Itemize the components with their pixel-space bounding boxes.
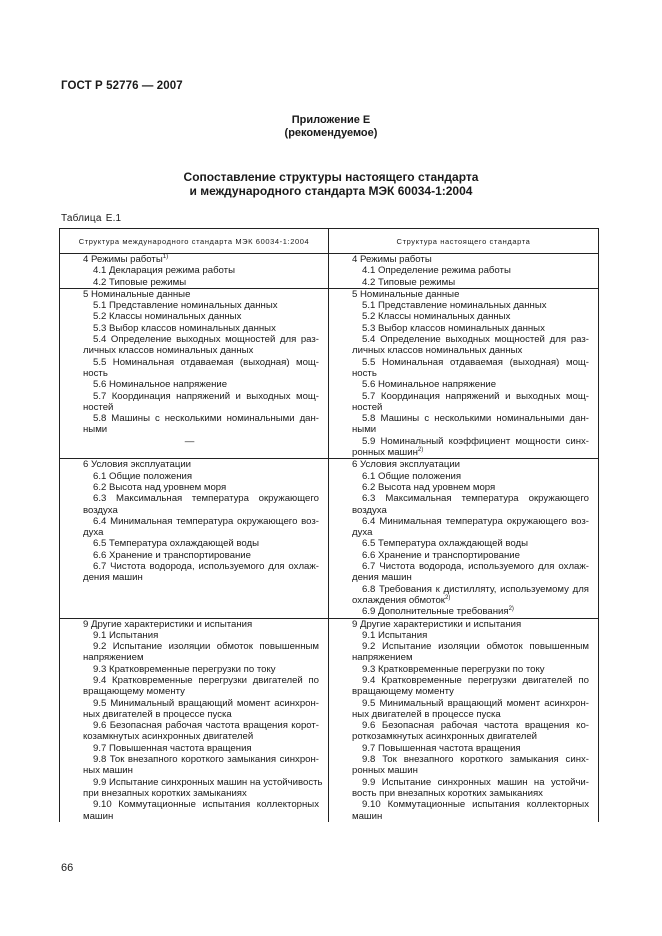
structure-line	[60, 493, 319, 504]
structure-line	[329, 447, 589, 458]
structure-line-text: 9.9 Испытание синхронных машин на устойчивость	[93, 776, 323, 788]
structure-line-text: 5.4 Определение выходных мощностей для раз-	[93, 334, 319, 346]
structure-line	[60, 471, 319, 482]
structure-line-text: 6.9 Дополнительные требования	[362, 606, 509, 618]
structure-line-text: ность	[352, 367, 377, 379]
structure-line-text: 5.2 Классы номинальных данных	[93, 311, 242, 323]
structure-line	[60, 776, 323, 788]
structure-line-text: воздуха	[83, 504, 118, 516]
structure-line-text: 6.6 Хранение и транспортирование	[362, 549, 520, 561]
structure-line	[329, 424, 589, 435]
structure-line	[329, 765, 589, 776]
structure-line-text: 9.6 Безопасная рабочая частота вращения корот-	[93, 720, 319, 732]
structure-line	[60, 630, 319, 641]
structure-line	[60, 345, 319, 356]
structure-line-text: дения машин	[352, 572, 412, 584]
structure-line	[329, 686, 589, 697]
column-header-international: Структура международного стандарта МЭК 60034-1:2004	[60, 229, 329, 254]
structure-line-text: личных классов номинальных данных	[352, 345, 523, 357]
structure-line	[329, 527, 589, 538]
structure-line	[329, 652, 589, 663]
structure-line-text: 9.10 Коммутационные испытания коллекторных	[362, 799, 589, 811]
structure-line	[60, 799, 319, 810]
structure-line-text: вость при внезапных коротких замыканиях	[352, 787, 543, 799]
structure-line	[329, 505, 589, 516]
structure-line-text: духа	[352, 527, 373, 539]
structure-line-text: 9.6 Безопасная рабочая частота вращения ко-	[362, 720, 589, 732]
structure-line-text: ными	[83, 424, 108, 436]
structure-line-text: 5.5 Номинальная отдаваемая (выходная) мощ-	[93, 356, 319, 368]
structure-line-text: 6.8 Требования к дистилляту, используемому для	[362, 583, 589, 595]
structure-line-text: ных двигателей в процессе пуска	[352, 708, 501, 720]
structure-line	[329, 482, 589, 493]
structure-line-text: 9.4 Кратковременные перегрузки двигателей по	[362, 674, 589, 686]
structure-line-text: 5 Номинальные данные	[352, 288, 460, 300]
structure-line-text: 4 Режимы работы	[83, 254, 163, 265]
table-label-number: Е.1	[105, 213, 122, 224]
structure-line-text: 6 Условия эксплуатации	[83, 459, 192, 471]
structure-line-text: 9.2 Испытание изоляции обмоток повышенным	[93, 641, 319, 653]
structure-line-text: 9.7 Повышенная частота вращения	[362, 742, 521, 754]
structure-line-text: ность	[83, 367, 108, 379]
table-row	[60, 459, 599, 618]
structure-line	[329, 584, 589, 595]
structure-line-text: 6.3 Максимальная температура окружающего	[362, 493, 589, 505]
structure-line-text: ными	[352, 424, 377, 436]
table-label	[61, 213, 121, 224]
structure-line	[329, 379, 589, 390]
structure-line	[60, 334, 319, 345]
structure-line-text: дения машин	[83, 572, 143, 584]
structure-line-text: 6.5 Температура охлаждающей воды	[362, 538, 529, 550]
structure-line-text: 5.6 Номинальное напряжение	[362, 379, 497, 391]
appendix-title: Приложение Е	[291, 114, 371, 126]
structure-line	[60, 277, 319, 288]
structure-line	[60, 709, 319, 720]
structure-line	[60, 743, 319, 754]
structure-line	[329, 391, 589, 402]
structure-line	[60, 527, 319, 538]
structure-line-text: роткозамкнутых асинхронных двигателей	[352, 731, 538, 743]
structure-line-text: 5.7 Координация напряжений и выходных мощ-	[93, 390, 319, 402]
structure-line	[60, 482, 319, 493]
structure-line-text: 9.1 Испытания	[362, 629, 428, 641]
structure-line	[329, 277, 589, 288]
table-row	[60, 254, 599, 289]
structure-line-text: 9.2 Испытание изоляции обмоток повышенным	[362, 641, 589, 653]
structure-line-text: 9.5 Минимальный вращающий момент асинхрон-	[93, 697, 319, 709]
structure-line-text: 5.8 Машины с несколькими номинальными дан-	[362, 413, 589, 425]
table-row	[60, 288, 599, 458]
structure-line	[329, 493, 589, 504]
structure-line-text: 6.1 Общие положения	[362, 470, 462, 482]
page-number: 66	[61, 862, 74, 874]
structure-line	[329, 572, 589, 583]
document-code: ГОСТ Р 52776 — 2007	[61, 80, 183, 92]
structure-line	[60, 391, 319, 402]
structure-line	[329, 731, 589, 742]
structure-line	[60, 413, 319, 424]
footnote-mark: 1)	[162, 253, 169, 260]
structure-line-text: ных двигателей в процессе пуска	[83, 708, 232, 720]
structure-line-text: 9.1 Испытания	[93, 629, 159, 641]
footnote-mark: 2)	[417, 446, 424, 453]
structure-line-text: охлаждения обмоток	[352, 594, 445, 606]
structure-line	[329, 538, 589, 549]
structure-line-text: ностей	[83, 401, 114, 413]
structure-line-text: 4.2 Типовые режимы	[93, 276, 187, 288]
structure-line	[329, 323, 589, 334]
structure-line-text: вращающему моменту	[352, 686, 454, 698]
structure-line	[329, 402, 589, 413]
structure-line	[60, 311, 319, 322]
column-header-national: Структура настоящего стандарта	[329, 229, 599, 254]
structure-line-text: 6.5 Температура охлаждающей воды	[93, 538, 260, 550]
structure-line-text: личных классов номинальных данных	[83, 345, 254, 357]
structure-line	[329, 709, 589, 720]
structure-line-text: 6.7 Чистота водорода, используемого для охлаж-	[93, 561, 319, 573]
structure-line-text: 6.6 Хранение и транспортирование	[93, 549, 251, 561]
structure-line	[329, 641, 589, 652]
heading-line-1: Сопоставление структуры настоящего стандарта	[183, 170, 479, 184]
structure-line	[329, 345, 589, 356]
structure-line-text: ных машин	[83, 765, 133, 777]
table-body	[60, 254, 599, 822]
structure-line	[329, 606, 589, 617]
structure-line	[329, 265, 589, 276]
structure-line	[60, 765, 319, 776]
structure-line-text: 6.2 Высота над уровнем моря	[93, 481, 227, 493]
structure-line	[329, 799, 589, 810]
structure-line-text: духа	[83, 527, 104, 539]
structure-line-text: 5.5 Номинальная отдаваемая (выходная) мощ-	[362, 356, 589, 368]
structure-line	[60, 698, 319, 709]
footnote-mark: 2)	[508, 606, 514, 613]
cell-international	[60, 254, 329, 289]
structure-line-text: 9.8 Ток внезапного короткого замыкания синхрон-	[93, 754, 319, 766]
structure-line	[60, 424, 319, 435]
comparison-table	[59, 228, 599, 822]
structure-line-text: 4.2 Типовые режимы	[362, 276, 456, 288]
structure-line-text: при внезапных коротких замыканиях	[83, 787, 247, 799]
structure-line	[60, 516, 319, 527]
structure-line	[329, 334, 589, 345]
structure-line	[329, 743, 589, 754]
structure-line	[329, 254, 589, 265]
structure-line-text: 5.1 Представление номинальных данных	[93, 300, 278, 312]
structure-line	[329, 311, 589, 322]
table-header-row	[60, 229, 599, 254]
structure-line-text: 6.1 Общие положения	[93, 470, 193, 482]
structure-line-text: 6.7 Чистота водорода, используемого для охлаж-	[362, 561, 589, 573]
structure-line-text: вращающему моменту	[83, 686, 185, 698]
cell-international	[60, 288, 329, 458]
cell-international	[60, 618, 329, 822]
structure-line-text: 4 Режимы работы	[352, 254, 432, 265]
structure-line-text: 5.3 Выбор классов номинальных данных	[93, 322, 276, 334]
structure-line	[60, 619, 319, 630]
cell-international	[60, 459, 329, 618]
structure-line-text: ронных машин	[352, 765, 418, 777]
structure-line	[329, 357, 589, 368]
structure-line	[329, 777, 589, 788]
structure-line	[329, 471, 589, 482]
structure-line	[60, 357, 319, 368]
structure-line	[329, 788, 589, 799]
cell-national	[329, 288, 599, 458]
structure-line	[60, 379, 319, 390]
structure-line	[60, 788, 319, 799]
structure-line-text: 6 Условия эксплуатации	[352, 459, 461, 471]
structure-line	[329, 698, 589, 709]
structure-line-text: козамкнутых асинхронных двигателей	[83, 731, 254, 743]
structure-line-text: 9.5 Минимальный вращающий момент асинхрон-	[362, 697, 589, 709]
structure-line	[329, 720, 589, 731]
structure-line	[329, 675, 589, 686]
structure-line-text: машин	[352, 810, 383, 822]
structure-line-text: 5 Номинальные данные	[83, 288, 191, 300]
cell-national	[329, 618, 599, 822]
structure-line-text: 9.10 Коммутационные испытания коллекторных	[93, 799, 319, 811]
structure-line	[60, 731, 319, 742]
structure-line-text: воздуха	[352, 504, 387, 516]
structure-line	[329, 811, 589, 822]
structure-line	[329, 459, 589, 470]
structure-line-text: 9 Другие характеристики и испытания	[83, 618, 253, 630]
structure-line	[329, 754, 589, 765]
structure-line	[329, 561, 589, 572]
structure-line-text: 4.1 Определение режима работы	[362, 265, 511, 277]
structure-line	[60, 675, 319, 686]
structure-line-text: 9.3 Кратковременные перегрузки по току	[93, 663, 276, 675]
structure-line	[60, 686, 319, 697]
structure-line	[60, 538, 319, 549]
structure-line	[329, 300, 589, 311]
structure-line	[60, 572, 319, 583]
structure-line-text: 9.9 Испытание синхронных машин на устойчи-	[362, 776, 589, 788]
structure-line-text: напряжением	[83, 652, 144, 664]
structure-line-text: 6.2 Высота над уровнем моря	[362, 481, 496, 493]
structure-line	[329, 413, 589, 424]
table-label-word: Таблица	[61, 213, 102, 224]
structure-line	[60, 254, 319, 265]
structure-line-text: 9 Другие характеристики и испытания	[352, 618, 522, 630]
structure-line-text: 6.3 Максимальная температура окружающего	[93, 493, 319, 505]
structure-line	[60, 402, 319, 413]
structure-line-text: 6.4 Минимальная температура окружающего воз-	[362, 515, 589, 527]
structure-line	[329, 289, 589, 300]
structure-line-text: ронных машин	[352, 447, 418, 459]
appendix-note: (рекомендуемое)	[284, 127, 378, 139]
structure-line-text: 4.1 Декларация режима работы	[93, 265, 235, 277]
structure-line	[60, 368, 319, 379]
structure-line	[60, 459, 319, 470]
structure-line	[329, 550, 589, 561]
structure-line	[60, 811, 319, 822]
structure-line	[60, 300, 319, 311]
structure-line	[329, 436, 589, 447]
cell-national	[329, 254, 599, 289]
structure-line	[329, 630, 589, 641]
heading-line-2: и международного стандарта МЭК 60034-1:2004	[189, 184, 473, 198]
structure-line	[60, 323, 319, 334]
structure-line-text: 5.9 Номинальный коэффициент мощности синх-	[362, 435, 589, 447]
structure-line-text: 5.8 Машины с несколькими номинальными дан-	[93, 413, 319, 425]
structure-line-text: 5.4 Определение выходных мощностей для раз-	[362, 334, 589, 346]
structure-line	[329, 664, 589, 675]
structure-line-text: 5.6 Номинальное напряжение	[93, 379, 228, 391]
structure-line-text: 5.3 Выбор классов номинальных данных	[362, 322, 545, 334]
structure-line-text: 6.4 Минимальная температура окружающего воз-	[93, 515, 319, 527]
structure-line-text: машин	[83, 810, 114, 822]
structure-line-text: 5.2 Классы номинальных данных	[362, 311, 511, 323]
structure-line-text: 9.3 Кратковременные перегрузки по току	[362, 663, 545, 675]
structure-line	[60, 265, 319, 276]
structure-line	[60, 561, 319, 572]
structure-line-text: 9.4 Кратковременные перегрузки двигателей по	[93, 674, 319, 686]
structure-line-text: напряжением	[352, 652, 413, 664]
structure-line-text: 5.7 Координация напряжений и выходных мощ-	[362, 390, 589, 402]
structure-line	[329, 368, 589, 379]
structure-line	[60, 652, 319, 663]
structure-line	[329, 595, 589, 606]
structure-line-text: 9.7 Повышенная частота вращения	[93, 742, 252, 754]
structure-line	[60, 289, 319, 300]
structure-line-text: ностей	[352, 401, 383, 413]
structure-line	[60, 436, 319, 447]
structure-line-text: 5.1 Представление номинальных данных	[362, 300, 547, 312]
table-row	[60, 618, 599, 822]
structure-line	[329, 516, 589, 527]
structure-line	[329, 619, 589, 630]
structure-line	[60, 641, 319, 652]
structure-line	[60, 550, 319, 561]
structure-line	[60, 754, 319, 765]
structure-line	[60, 720, 319, 731]
cell-national	[329, 459, 599, 618]
structure-line	[60, 505, 319, 516]
structure-line	[60, 664, 319, 675]
structure-line-text: —	[184, 435, 195, 447]
footnote-mark: 2)	[445, 594, 451, 601]
structure-line-text: 9.8 Ток внезапного короткого замыкания синх-	[362, 754, 589, 766]
